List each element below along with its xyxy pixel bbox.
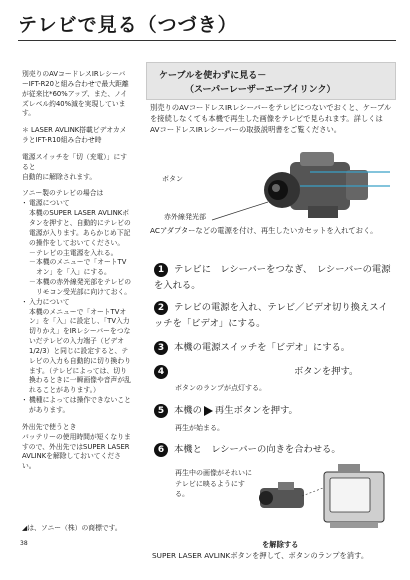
sidebar-p3-head: 外出先で使うとき <box>22 422 77 431</box>
step-number: 1 <box>154 263 168 277</box>
sidebar-p1: 別売りのAVコードレスIRレシーバーIFT-R20と組み合わせで最大距離が従来比*60%アップ、また、ノイズレベル約40%減を実現しています。 <box>22 70 129 118</box>
step-1 <box>154 262 394 294</box>
bullet-power-head: 電源について <box>29 199 70 208</box>
step-text: 本機の電源スイッチを「ビデオ」にする。 <box>174 342 351 353</box>
label-ir-emitter: 赤外線発光部 <box>164 213 206 221</box>
sidebar-p1b: ＊ LASER AVLINK搭載ビデオカメラとIFT-R10組み合わせ時 <box>22 126 127 145</box>
step-text: 本機と レシーバーの向きを合わせる。 <box>174 444 341 455</box>
section-heading-line2: （スーパーレーザーエーブイリンク） <box>185 85 336 95</box>
step-5 <box>154 403 394 419</box>
section-intro: 別売りのAVコードレスIRレシーバーをテレビにつないでおくと、ケーブルを接続しなくても本機で再生した画像をテレビで見られます。詳しくはAVコードレスIRレシーバーの取扱説明書をご覧ください。 <box>150 103 392 134</box>
cancel-heading: を解除する <box>262 540 299 549</box>
step-4 <box>154 364 394 380</box>
trademark-note <box>22 522 122 532</box>
sidebar-p2a: 電源スイッチを「切（充電）」にすると <box>22 152 128 171</box>
page-title: テレビで見る（つづき） <box>18 14 238 36</box>
step-text: ボタンを押す。 <box>294 366 359 377</box>
bullet-models: ・ 機種によっては操作できないことがあります。 <box>29 396 132 416</box>
label-button: ボタン <box>162 175 183 183</box>
tv-camcorder-icon <box>258 462 393 532</box>
sidebar-p3-text: バッテリーの使用時間が短くなりますので、外出先ではSUPER LASER AVLINKを解除しておいてください。 <box>22 432 131 471</box>
ac-adapter-text: ACアダプターなどの電源を付け、再生したいカセットを入れておく。 <box>150 226 378 235</box>
step-number: 4 <box>154 365 168 379</box>
section-heading-box <box>146 62 396 100</box>
camcorder-illustration <box>150 150 390 228</box>
sub-list <box>29 249 132 298</box>
step-6 <box>154 442 394 458</box>
title-rule <box>18 40 396 41</box>
step-5-note: 再生が始まる。 <box>175 424 224 432</box>
sidebar-p3 <box>22 423 132 472</box>
sub-item-2: － 本機のメニューで「オートTVオン」を「入」にする。 <box>36 258 132 278</box>
step-number: 5 <box>154 404 168 418</box>
sidebar-notes <box>22 70 132 479</box>
step-number: 3 <box>154 341 168 355</box>
section-heading-line1: ケーブルを使わずに見る－ <box>159 71 267 81</box>
step-number: 2 <box>154 301 168 315</box>
step-number: 6 <box>154 443 168 457</box>
bullet-power <box>29 199 132 297</box>
step-text: テレビに レシーバーをつなぎ、 レシーバーの電源を入れる。 <box>154 264 391 292</box>
bullet-input-head: 入力について <box>29 297 70 306</box>
sub-item-3: － 本機の赤外線発光部をテレビのリモコン受光部に向けておく。 <box>36 278 132 298</box>
step-3 <box>154 340 394 356</box>
sidebar-p2 <box>22 153 132 183</box>
tv-illustration <box>258 462 393 536</box>
bullet-input-text: 本機のメニューで「オートTVオン」を「入」に設定し、「TV入力切りかえ」をIRレシーバーをつないだテレビの入力端子（ビデオ1/2/3）と同じに設定すると、テレビの入力も自動的に切り換わります。（テレビによっては、切り換わるときに一瞬画像や音声が乱れることがあります。） <box>29 307 131 395</box>
trademark-text: は、ソニー（株）の商標です。 <box>27 524 122 532</box>
laser-logo-icon: ◢ <box>22 524 28 532</box>
step-text-b: 再生ボタンを押す。 <box>214 405 298 416</box>
step-text: テレビの電源を入れ、テレビ／ビデオ切り換えスイッチを「ビデオ」にする。 <box>154 302 388 330</box>
cancel-text: SUPER LASER AVLINKボタンを押して、ボタンのランプを消す。 <box>152 550 369 560</box>
step-4-note: ボタンのランプが点灯する。 <box>175 384 266 392</box>
sidebar-sony-head: ソニー製のテレビの場合は <box>22 189 104 198</box>
sidebar-bullets <box>22 199 132 416</box>
bullet-input <box>29 298 132 396</box>
play-icon <box>204 406 213 416</box>
step-text-a: 本機の <box>174 405 202 416</box>
step-6-note: 再生中の画像がそれいにテレビに映るようにする。 <box>175 469 252 498</box>
sub-item-1: － テレビの主電源を入れる。 <box>36 249 132 259</box>
cancel-section <box>152 540 394 562</box>
page-number: 38 <box>20 540 28 547</box>
sidebar-p2b: 自動的に解除されます。 <box>22 172 97 181</box>
step-2 <box>154 300 394 332</box>
bullet-power-text: 本機のSUPER LASER AVLINKボタンを押すと、自動的にテレビの電源が入ります。あらかじめ下記の操作をしておいてください。 <box>29 209 131 247</box>
